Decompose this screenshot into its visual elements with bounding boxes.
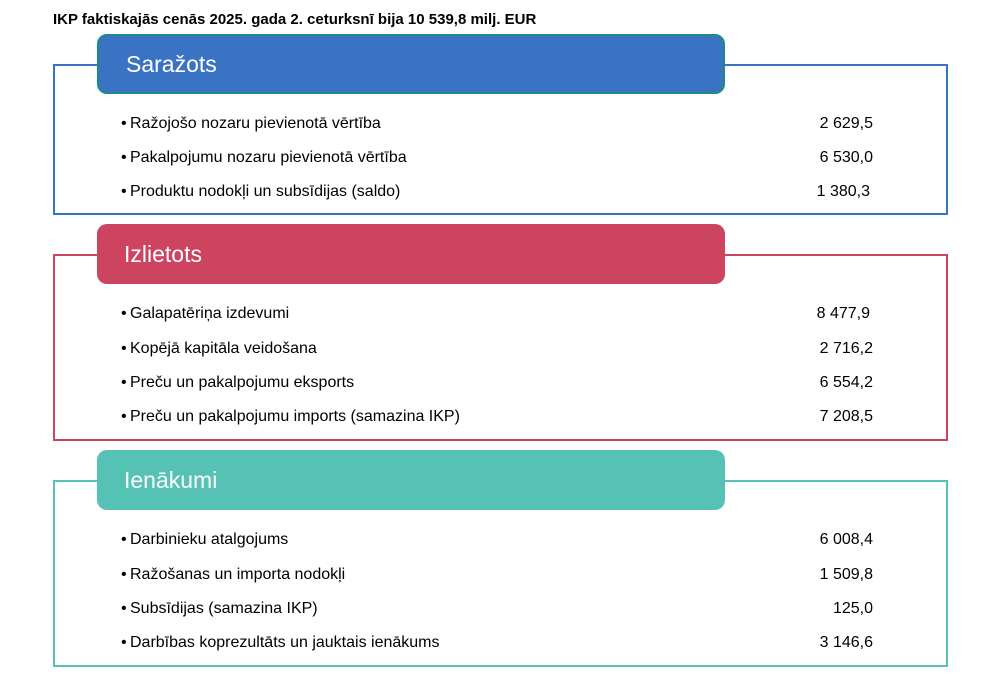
- item-value: 7 208,5: [819, 408, 873, 425]
- list-item: [121, 373, 873, 393]
- item-label: Preču un pakalpojumu imports (samazina IKP): [130, 408, 460, 425]
- list-item: [121, 407, 873, 427]
- list-item: [121, 304, 873, 324]
- list-item: [121, 339, 873, 359]
- bullet-icon: •: [121, 600, 127, 617]
- list-item: [121, 114, 873, 134]
- income-title: Ienākumi: [124, 466, 218, 493]
- page-title: IKP faktiskajās cenās 2025. gada 2. ceturksnī bija 10 539,8 milj. EUR: [53, 11, 537, 28]
- item-value: 2 716,2: [819, 340, 873, 357]
- list-item: [121, 599, 873, 619]
- list-item: [121, 565, 873, 585]
- produced-header: [97, 34, 725, 94]
- bullet-icon: •: [121, 374, 127, 391]
- used-title: Izlietots: [124, 240, 202, 267]
- item-value: 6 008,4: [819, 531, 873, 548]
- item-value: 6 530,0: [819, 149, 873, 166]
- item-value: 8 477,9: [816, 305, 870, 322]
- item-value: 3 146,6: [819, 634, 873, 651]
- bullet-icon: •: [121, 305, 127, 322]
- item-label: Ražošanas un importa nodokļi: [130, 566, 346, 583]
- list-item: [121, 182, 873, 202]
- bullet-icon: •: [121, 149, 127, 166]
- item-label: Preču un pakalpojumu eksports: [130, 374, 355, 391]
- list-item: [121, 530, 873, 550]
- bullet-icon: •: [121, 566, 127, 583]
- item-value: 2 629,5: [819, 115, 873, 132]
- bullet-icon: •: [121, 115, 127, 132]
- item-label: Ražojošo nozaru pievienotā vērtība: [130, 115, 381, 132]
- bullet-icon: •: [121, 340, 127, 357]
- item-value: 125,0: [832, 600, 873, 617]
- item-label: Darbinieku atalgojums: [130, 531, 289, 548]
- item-value: 1 509,8: [819, 566, 873, 583]
- item-label: Pakalpojumu nozaru pievienotā vērtība: [130, 149, 407, 166]
- used-header: [97, 224, 725, 284]
- income-header: [97, 450, 725, 510]
- list-item: [121, 633, 873, 653]
- bullet-icon: •: [121, 531, 127, 548]
- item-label: Galapatēriņa izdevumi: [130, 305, 290, 322]
- bullet-icon: •: [121, 183, 127, 200]
- item-value: 6 554,2: [819, 374, 873, 391]
- produced-title: Saražots: [126, 50, 217, 77]
- item-label: Subsīdijas (samazina IKP): [130, 600, 318, 617]
- bullet-icon: •: [121, 408, 127, 425]
- item-label: Darbības koprezultāts un jauktais ienākums: [130, 634, 440, 651]
- item-label: Produktu nodokļi un subsīdijas (saldo): [130, 183, 401, 200]
- bullet-icon: •: [121, 634, 127, 651]
- list-item: [121, 148, 873, 168]
- item-label: Kopējā kapitāla veidošana: [130, 340, 317, 357]
- item-value: 1 380,3: [816, 183, 870, 200]
